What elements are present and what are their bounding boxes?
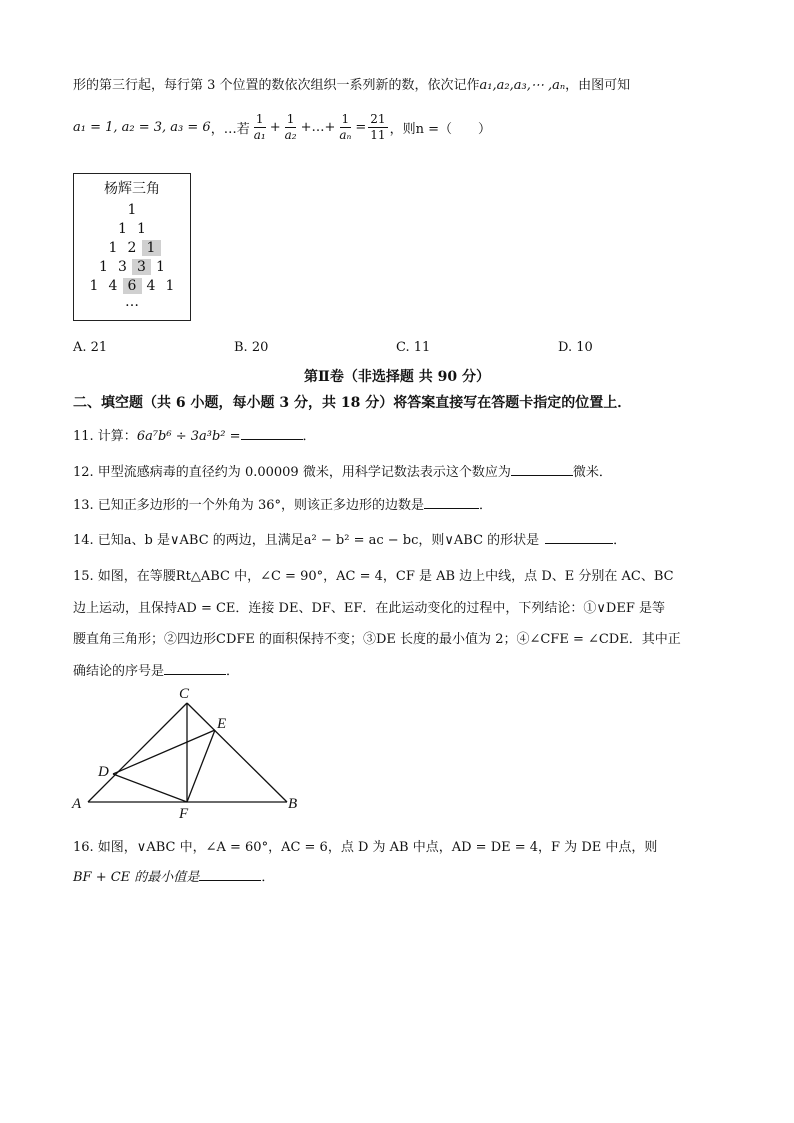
segment-de (113, 730, 215, 774)
q16-suffix: ． (261, 870, 275, 885)
q15-line-3: 腰直角三角形；②四边形CDFE 的面积保持不变；③DE 长度的最小值为 2；④∠CFE = ∠CDE．其中正 (73, 632, 681, 647)
q15-prompt: 确结论的序号是 (73, 664, 165, 679)
yanghui-number: 6 (123, 278, 142, 294)
yanghui-number: 1 (99, 259, 108, 275)
yanghui-number: 1 (165, 278, 175, 294)
question-14 (73, 529, 626, 548)
q16-answer-blank[interactable] (199, 867, 261, 881)
yanghui-number: 1 (108, 240, 118, 256)
question-11 (73, 425, 316, 444)
option-b[interactable]: B. 20 (234, 340, 269, 355)
equals-sign: = (355, 120, 367, 135)
yanghui-row (74, 240, 190, 256)
yanghui-number: 3 (132, 259, 151, 275)
q14-answer-blank[interactable] (545, 530, 613, 544)
q13-answer-blank[interactable] (424, 495, 479, 509)
yanghui-number: 4 (146, 278, 156, 294)
q15-line-2: 边上运动，且保持AD = CE．连接 DE、DF、EF．在此运动变化的过程中，下列结论：①∨DEF 是等 (73, 601, 665, 616)
yanghui-ellipsis: … (125, 294, 139, 310)
fraction-3: $\frac{1}{\text{aₙ}}$ (339, 112, 352, 142)
triangle-figure (60, 680, 320, 825)
given-values: a₁ = 1, a₂ = 3, a₃ = 6 (73, 120, 211, 135)
q15-answer-blank[interactable] (164, 661, 226, 675)
yanghui-number: 3 (118, 259, 127, 275)
q12-suffix: 微米． (572, 465, 612, 480)
fraction-4: $\frac{21}{11}$ (370, 112, 386, 142)
q14-text: 14. 已知a、b 是∨ABC 的两边，且满足a² − b² = ac − bc，则∨ABC 的形状是 (73, 533, 540, 548)
q11-answer-blank[interactable] (241, 426, 303, 440)
q13-text: 13. 已知正多边形的一个外角为 36°，则该正多边形的边数是 (73, 498, 424, 513)
label-c: C (179, 686, 190, 702)
sequence-notation: a₁,a₂,a₃,⋯ ,aₙ (479, 78, 566, 93)
q16-prompt: BF + CE 的最小值是 (73, 870, 200, 885)
q15-line-4 (73, 660, 239, 679)
segment-ac (88, 703, 187, 802)
q12-text: 12. 甲型流感病毒的直径约为 0.00009 微米，用科学记数法表示这个数应为 (73, 465, 511, 480)
segment-cb (187, 703, 287, 802)
yanghui-number: 1 (127, 202, 137, 218)
yanghui-number: 1 (118, 221, 127, 237)
yanghui-row (74, 259, 190, 275)
plus-dots: +…+ (300, 120, 336, 135)
fraction-2: $\frac{1}{\text{a₂}}$ (284, 112, 297, 142)
yanghui-number: 2 (127, 240, 137, 256)
q13-suffix: ． (478, 498, 492, 513)
q16-line-2 (73, 866, 274, 885)
yanghui-title: 杨辉三角 (104, 181, 160, 197)
yanghui-number: 1 (137, 221, 146, 237)
label-b: B (288, 796, 298, 812)
label-e: E (217, 716, 227, 732)
question-ask: ，则n =（ ） (389, 122, 491, 137)
label-d: D (98, 764, 109, 780)
label-a: A (72, 796, 82, 812)
intro-text: 形的第三行起，每行第 3 个位置的数依次组织一系列新的数，依次记作 (73, 78, 480, 93)
problem-condition-line: a₁ = 1, a₂ = 3, a₃ = 6 ，…若 $\frac{1}{\text{a₁}}$ + $\frac{1}{\text{a₂}}$ +…+ $\frac{1}{\text{aₙ}}$ = $\frac{21}{11}$ ，则n =（ ） (73, 112, 491, 142)
intro-text-end: ，由图可知 (565, 78, 631, 93)
q15-line-1: 15. 如图，在等腰Rt△ABC 中，∠C = 90°，AC = 4，CF 是 AB 边上中线，点 D、E 分别在 AC、BC (73, 569, 674, 584)
yanghui-row (74, 221, 190, 237)
section-title: 第Ⅱ卷（非选择题 共 90 分） (304, 369, 490, 385)
part-two-heading: 二、填空题（共 6 小题，每小题 3 分，共 18 分）将答案直接写在答题卡指定的位置上． (73, 395, 632, 411)
q16-line-1: 16. 如图，∨ABC 中，∠A = 60°，AC = 6，点 D 为 AB 中点，AD = DE = 4，F 为 DE 中点，则 (73, 840, 658, 855)
label-f: F (179, 806, 189, 822)
problem-intro-line (73, 74, 630, 93)
q12-answer-blank[interactable] (511, 462, 573, 476)
option-c[interactable]: C. 11 (396, 340, 431, 355)
option-d[interactable]: D. 10 (558, 340, 593, 355)
yanghui-row (74, 278, 190, 294)
question-13 (73, 494, 492, 513)
yanghui-triangle-box (73, 173, 191, 321)
yanghui-number: 1 (89, 278, 99, 294)
yanghui-number: 1 (156, 259, 165, 275)
fraction-1: $\frac{1}{\text{a₁}}$ (253, 112, 266, 142)
option-a[interactable]: A. 21 (73, 340, 108, 355)
q11-expression: 6a⁷b⁶ ÷ 3a³b² = (136, 429, 241, 444)
yanghui-number: 4 (108, 278, 118, 294)
yanghui-number: 1 (142, 240, 161, 256)
q11-prefix: 11. 计算： (73, 429, 137, 444)
yanghui-row (74, 202, 190, 218)
q15-suffix: ． (226, 664, 240, 679)
question-12 (73, 461, 612, 480)
segment-df (113, 774, 187, 802)
condition-text: ，…若 (210, 122, 250, 137)
q11-suffix: ． (302, 429, 316, 444)
q14-suffix: ． (613, 533, 627, 548)
